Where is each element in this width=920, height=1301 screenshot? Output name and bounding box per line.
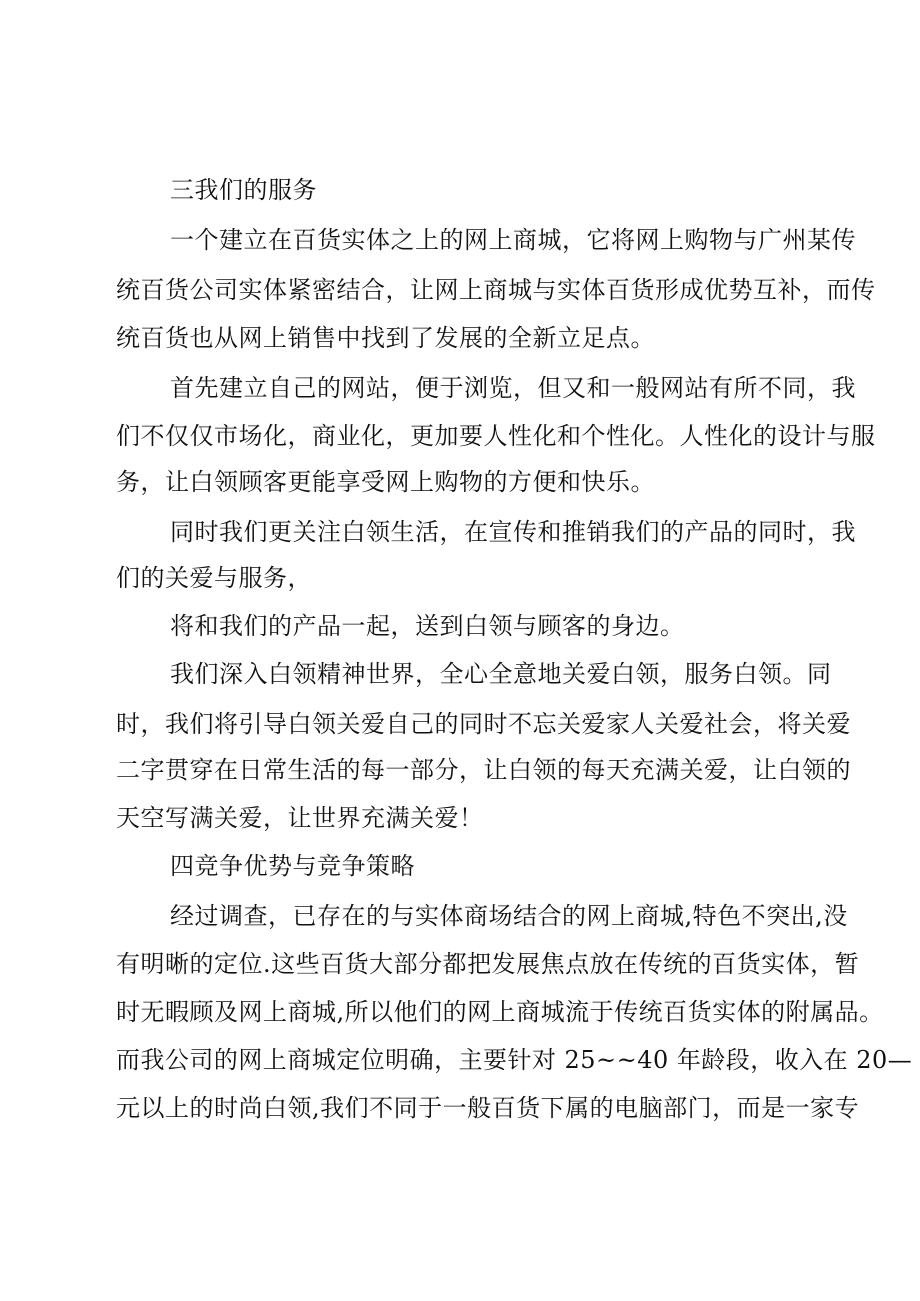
- paragraph-line: 首先建立自己的网站，便于浏览，但又和一般网站有所不同，我: [170, 374, 856, 402]
- paragraph-line: 时无暇顾及网上商城,所以他们的网上商城流于传统百货实体的附属品。: [116, 998, 884, 1026]
- paragraph-line: 务，让白领顾客更能享受网上购物的方便和快乐。: [116, 468, 655, 496]
- paragraph-line: 们的关爱与服务，: [116, 564, 312, 592]
- paragraph-line: 统百货公司实体紧密结合，让网上商城与实体百货形成优势互补，而传: [116, 276, 876, 304]
- paragraph-line: 将和我们的产品一起，送到白领与顾客的身边。: [170, 612, 685, 640]
- paragraph-line: 一个建立在百货实体之上的网上商城，它将网上购物与广州某传: [170, 226, 856, 254]
- paragraph-line: 天空写满关爱，让世界充满关爱！: [116, 804, 484, 832]
- paragraph-line: 有明晰的定位.这些百货大部分都把发展焦点放在传统的百货实体，暂: [116, 950, 860, 978]
- paragraph-line: 元以上的时尚白领,我们不同于一般百货下属的电脑部门，而是一家专: [116, 1094, 860, 1122]
- paragraph-line: 经过调查，已存在的与实体商场结合的网上商城,特色不突出,没: [170, 902, 848, 930]
- paragraph-line: 而我公司的网上商城定位明确，主要针对 25~~40 年龄段，收入在 20—: [116, 1046, 913, 1074]
- section-heading: 四竞争优势与竞争策略: [170, 852, 415, 880]
- paragraph-line: 同时我们更关注白领生活，在宣传和推销我们的产品的同时，我: [170, 518, 856, 546]
- section-heading: 三我们的服务: [170, 176, 317, 204]
- paragraph-line: 我们深入白领精神世界，全心全意地关爱白领，服务白领。同: [170, 660, 832, 688]
- paragraph-line: 二字贯穿在日常生活的每一部分，让白领的每天充满关爱，让白领的: [116, 756, 851, 784]
- paragraph-line: 们不仅仅市场化，商业化，更加要人性化和个性化。人性化的设计与服: [116, 422, 876, 450]
- paragraph-line: 时，我们将引导白领关爱自己的同时不忘关爱家人关爱社会，将关爱: [116, 710, 851, 738]
- paragraph-line: 统百货也从网上销售中找到了发展的全新立足点。: [116, 324, 655, 352]
